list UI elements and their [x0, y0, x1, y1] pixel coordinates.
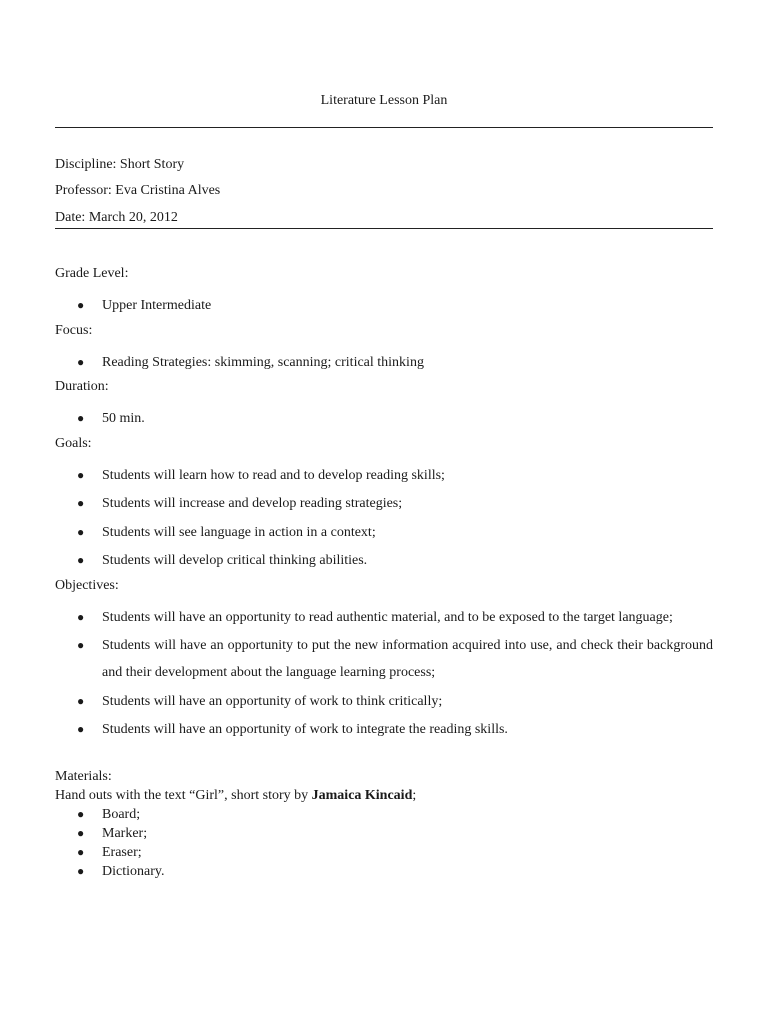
list-item — [55, 405, 713, 432]
grade-level-heading: Grade Level: — [55, 266, 129, 281]
bullet-icon: ● — [77, 845, 85, 859]
list-item-text: Students will have an opportunity of work to think critically; — [102, 693, 443, 709]
bullet-icon: ● — [77, 609, 85, 624]
list-item-text: 50 min. — [102, 411, 145, 426]
bullet-icon: ● — [77, 693, 85, 708]
bullet-icon: ● — [77, 411, 85, 425]
list-item-text: Students will see language in action in a context; — [102, 524, 376, 540]
document-title: Literature Lesson Plan — [320, 93, 448, 108]
list-item — [55, 862, 713, 881]
list-item-text: Dictionary. — [102, 864, 165, 879]
bullet-icon: ● — [77, 354, 85, 369]
document-page — [55, 0, 713, 1024]
grade-level-list — [55, 292, 713, 319]
handout-suffix: ; — [412, 788, 417, 803]
bullet-icon: ● — [77, 722, 85, 736]
objectives-list — [55, 604, 713, 744]
list-item-text: Upper Intermediate — [102, 298, 212, 313]
header-divider — [55, 228, 713, 229]
duration-heading: Duration: — [55, 379, 109, 394]
bullet-icon: ● — [77, 298, 85, 312]
materials-section — [55, 767, 713, 881]
list-item — [55, 824, 713, 843]
professor-line: Professor: Eva Cristina Alves — [55, 183, 221, 198]
list-item — [55, 462, 713, 489]
bullet-icon: ● — [77, 553, 85, 567]
materials-list — [55, 805, 713, 881]
title-divider — [55, 127, 713, 128]
handout-line — [55, 786, 713, 805]
list-item — [55, 490, 713, 517]
bullet-icon: ● — [77, 807, 85, 821]
handout-text: Hand outs with the text “Girl”, short story by — [55, 788, 312, 803]
bullet-icon: ● — [77, 826, 85, 840]
bullet-icon: ● — [77, 638, 85, 652]
list-item-text: Students will have an opportunity to put the new information acquired into use, and check their background and their development about the language learning process; — [102, 638, 713, 680]
materials-heading: Materials: — [55, 769, 112, 784]
goals-list — [55, 462, 713, 575]
date-line: Date: March 20, 2012 — [55, 210, 178, 225]
list-item — [55, 547, 713, 574]
list-item — [55, 292, 713, 319]
list-item — [55, 604, 713, 631]
focus-list — [55, 349, 713, 376]
bullet-icon: ● — [77, 496, 85, 510]
list-item-text: Marker; — [102, 826, 148, 841]
list-item — [55, 843, 713, 862]
list-item-text: Students will have an opportunity to read authentic material, and to be exposed to the target language; — [102, 609, 673, 625]
lesson-body — [55, 264, 713, 745]
list-item — [55, 716, 713, 743]
goals-heading: Goals: — [55, 435, 92, 451]
list-item-text: Students will have an opportunity of work to integrate the reading skills. — [102, 722, 508, 737]
list-item — [55, 688, 713, 715]
list-item — [55, 805, 713, 824]
author-name: Jamaica Kincaid — [311, 788, 413, 803]
list-item-text: Students will develop critical thinking abilities. — [102, 553, 368, 568]
bullet-icon: ● — [77, 864, 85, 878]
bullet-icon: ● — [77, 467, 85, 482]
list-item — [55, 632, 713, 686]
list-item-text: Board; — [102, 807, 141, 822]
focus-heading: Focus: — [55, 322, 93, 338]
list-item-text: Students will learn how to read and to develop reading skills; — [102, 467, 445, 483]
bullet-icon: ● — [77, 524, 85, 539]
list-item — [55, 349, 713, 376]
discipline-line: Discipline: Short Story — [55, 157, 185, 172]
duration-list — [55, 405, 713, 432]
list-item-text: Students will increase and develop reading strategies; — [102, 496, 403, 511]
list-item — [55, 519, 713, 546]
list-item-text: Reading Strategies: skimming, scanning; critical thinking — [102, 354, 424, 370]
list-item-text: Eraser; — [102, 845, 142, 860]
objectives-heading: Objectives: — [55, 577, 119, 593]
